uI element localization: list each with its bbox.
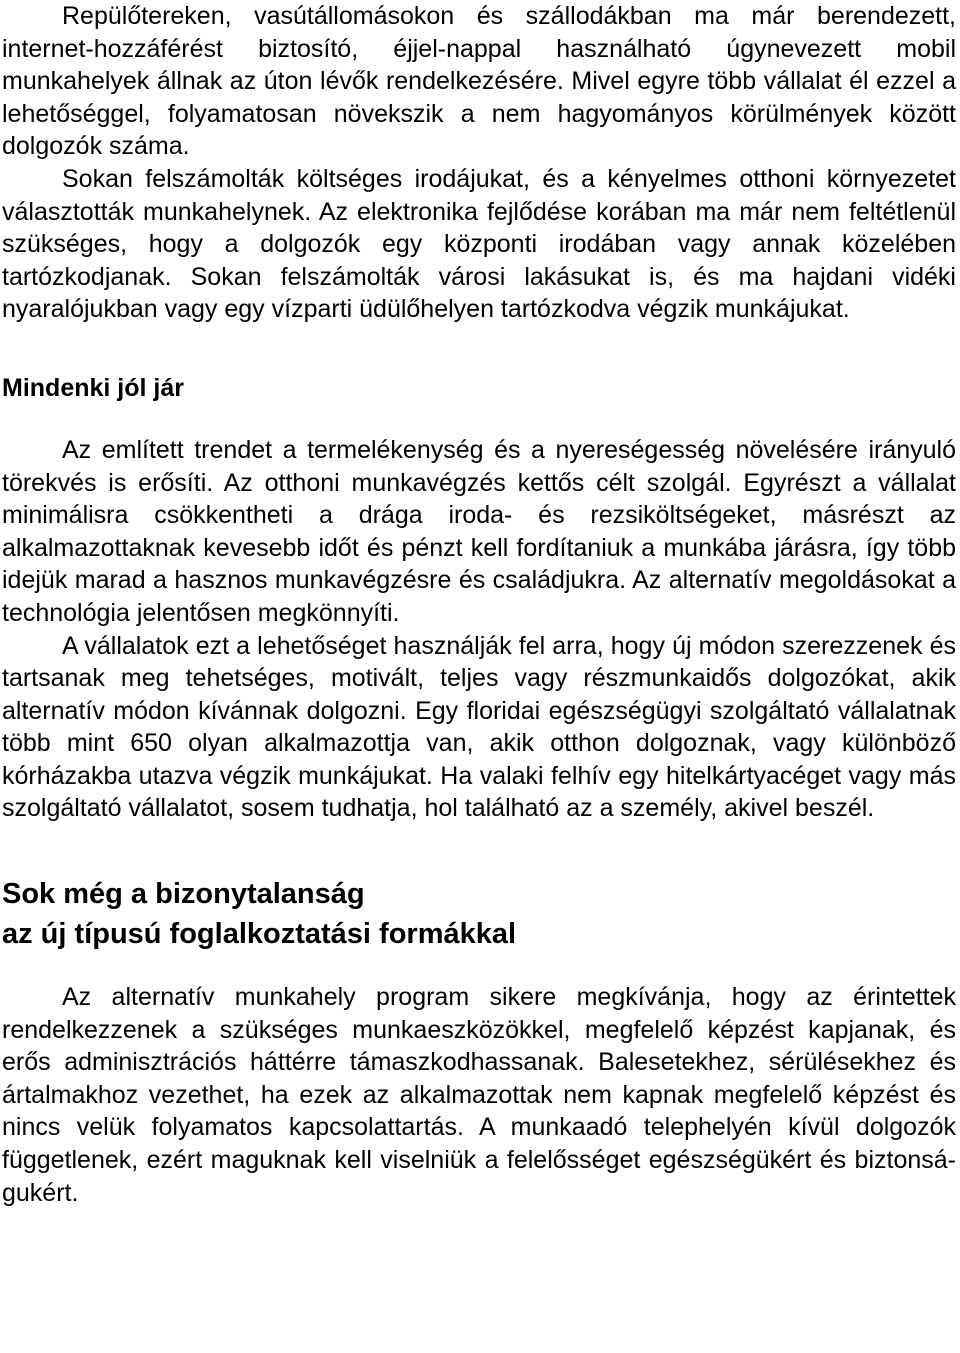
spacer [2, 825, 956, 874]
section-heading-line-2: az új típusú foglalkoztatási formákkal [2, 918, 517, 951]
paragraph-home-office: Sokan felszámolták költséges irodájukat, és a kényelmes otthoni környezetet választották munkahelynek. Az elektronika fejlődése korában ma már nem feltétlenül szükséges, hogy a dolgozók egy központi irodában vagy annak közelében tartózkodjanak. Sokan felszámolták városi lakásukat is, és ma hajdani vidéki nyaralójukban vagy egy vízparti üdülőhelyen tartózkodva végzik munkájukat. [2, 164, 956, 324]
spacer [2, 954, 956, 981]
spacer [2, 404, 956, 434]
paragraph-alternative-workplace-program: Az alternatív munkahely program sikere megkívánja, hogy az érintettek rendelkezzenek a szükséges munkaeszközökkel, megfelelő képzést kapjanak, és erős adminisztrációs háttérre támaszkodhassanak. Balesetekhez, sérülésekhez és ártalmakhoz vezethet, ha ezek az alkalmazottak nem kapnak megfelelő képzést és nincs velük folyamatos kapcsolattartás. A munkaadó telephelyén kívül dolgozók függetlenek, ezért maguknak kell viselniük a felelősséget egészségükért és biztonságukért. [2, 983, 956, 1207]
spacer [2, 326, 956, 372]
paragraph-productivity: Az említett trendet a termelékenység és a nyereségesség növelésére irányuló törekvés is erősíti. Az otthoni munkavégzés kettős célt szolgál. Egyrészt a vállalat minimálisra csökkentheti a drága iroda- és rezsiköltségeket, másrészt az alkalmazottaknak kevesebb időt és pénzt kell fordítaniuk a munkába járásra, így több idejük marad a hasznos munkavégzésre és családjukra. Az alternatív megoldásokat a technológia jelentősen megkönnyíti. [2, 435, 956, 627]
paragraph-mobile-workplaces: Repülőtereken, vasútállomásokon és szállodákban ma már berendezett, internet-hozzáférést biztosító, éjjel-nappal használható úgynevezett mobil munkahelyek állnak az úton lévők rendelkezésére. Mivel egyre több vállalat él ezzel a lehetőséggel, folyamatosan növekszik a nem hagyományos körülmények között dolgozók száma. [2, 2, 956, 161]
section-heading-everyone-wins: Mindenki jól jár [2, 373, 184, 402]
section-heading-uncertainty [2, 874, 956, 954]
section-heading-line-1: Sok még a bizonytalanság [2, 878, 365, 911]
paragraph-companies-opportunity: A vállalatok ezt a lehetőséget használják fel arra, hogy új módon szerezzenek és tartsanak meg tehetséges, motivált, teljes vagy részmunkaidős dolgozókat, akik alternatív módon kívánnak dolgozni. Egy floridai egészségügyi szolgáltató vállalatnak több mint 650 olyan alkalmazottja van, akik otthon dolgoznak, vagy különböző kórházakba utazva végzik munkájukat. Ha valaki felhív egy hitelkártyacéget vagy más szolgáltató vállalatot, sosem tudhatja, hol található az a személy, akivel beszél. [2, 631, 956, 823]
